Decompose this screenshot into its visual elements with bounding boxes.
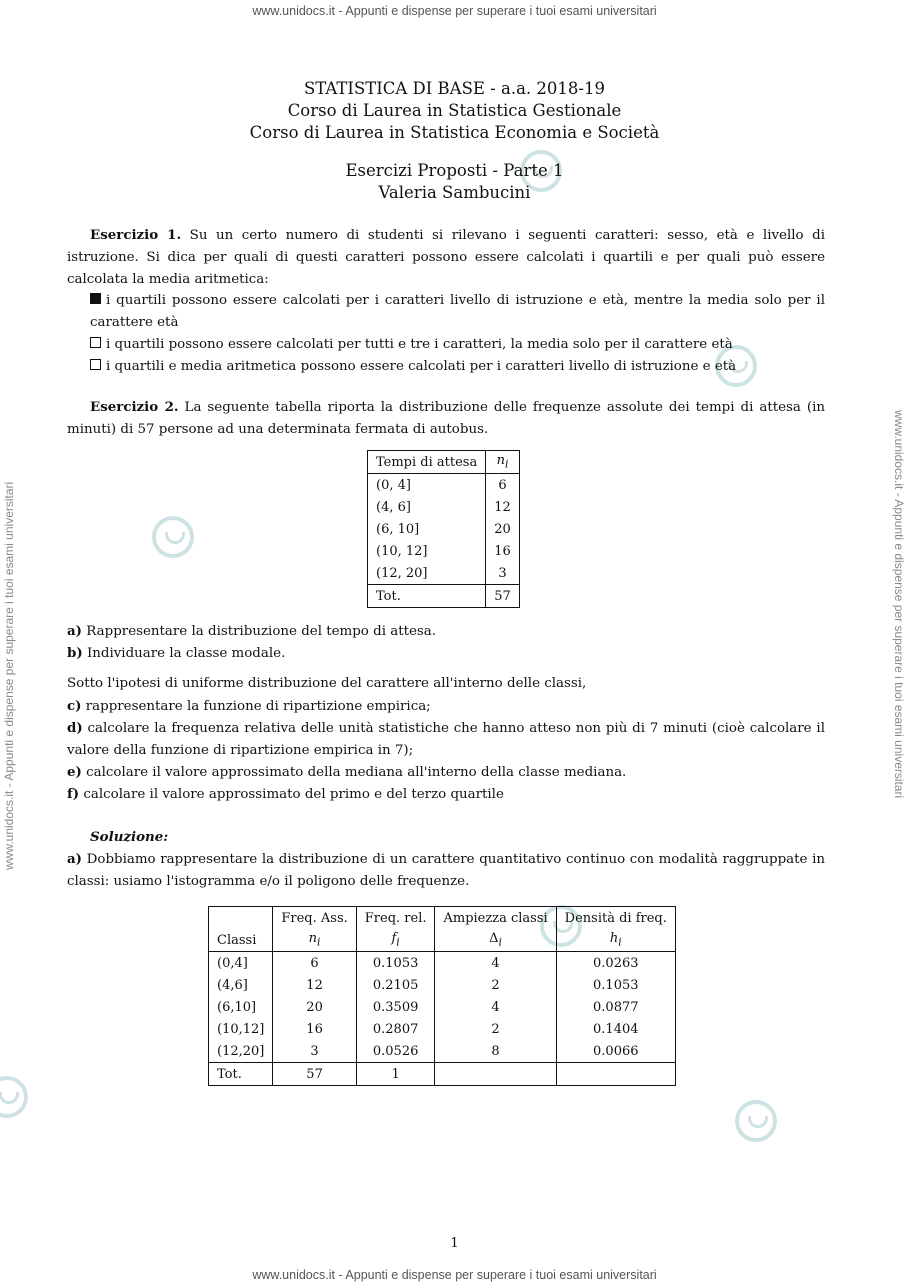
table-header: Tempi di attesa — [368, 451, 486, 474]
exercise-1-label: Esercizio 1. — [90, 227, 182, 243]
degree-line-1: Corso di Laurea in Statistica Gestionale — [287, 101, 622, 120]
table-header: Ampiezza classi — [435, 907, 556, 930]
exercise-1-text: Esercizio 1. Su un certo numero di studenti si rilevano i seguenti caratteri: sesso, età e livello di istruzione. Si dica per quali di questi caratteri possono essere calcolati i quartili e per quali può essere calcolata la media aritmetica: — [67, 227, 825, 287]
table-total-row: Tot. 57 1 — [209, 1063, 676, 1086]
table-header: Densità di freq. — [556, 907, 675, 930]
unidocs-logo-icon — [0, 1076, 28, 1118]
unidocs-logo-icon — [735, 1100, 777, 1142]
table-header: $n_i$ — [486, 451, 520, 474]
watermark-bottom: www.unidocs.it - Appunti e dispense per superare i tuoi esami universitari — [252, 1268, 657, 1282]
unidocs-logo-icon — [152, 516, 194, 558]
waiting-times-table — [367, 450, 520, 608]
section-title: Esercizi Proposti - Parte 1 — [345, 161, 564, 180]
table-header: Freq. Ass. — [273, 907, 356, 930]
table-header — [209, 907, 273, 930]
table-header: $n_i$ — [273, 929, 356, 952]
exercise-1-option-1: i quartili possono essere calcolati per i caratteri livello di istruzione e età, mentre la media solo per il carattere età — [90, 293, 825, 330]
course-title: STATISTICA DI BASE - a.a. 2018-19 — [304, 79, 605, 98]
solution-a-text: a) Dobbiamo rappresentare la distribuzione di un carattere quantitativo continuo con modalità raggruppate in classi: usiamo l'istogramma e/o il poligono delle frequenze. — [67, 851, 825, 889]
question-b: b) Individuare la classe modale. — [67, 645, 286, 661]
page-number: 1 — [450, 1236, 459, 1251]
author-name: Valeria Sambucini — [378, 183, 531, 202]
question-f: f) calcolare il valore approssimato del primo e del terzo quartile — [67, 786, 504, 802]
table-row: (10,12] 16 0.2807 2 0.1404 — [209, 1018, 676, 1040]
exercise-2-label: Esercizio 2. — [90, 399, 179, 415]
table-header: Freq. rel. — [356, 907, 435, 930]
watermark-left: www.unidocs.it - Appunti e dispense per superare i tuoi esami universitari — [2, 481, 16, 870]
frequency-table — [208, 906, 676, 1086]
table-row: (4,6] 12 0.2105 2 0.1053 — [209, 974, 676, 996]
empty-checkbox-icon — [90, 337, 101, 348]
degree-line-2: Corso di Laurea in Statistica Economia e Società — [249, 123, 660, 142]
table-row: (6,10] 20 0.3509 4 0.0877 — [209, 996, 676, 1018]
table-header: $f_i$ — [356, 929, 435, 952]
table-header: $h_i$ — [556, 929, 675, 952]
question-d: d) calcolare la frequenza relativa delle unità statistiche che hanno atteso non più di 7 minuti (cioè calcolare il valore della funzione di ripartizione empirica in 7); — [67, 720, 825, 758]
table-total-row: Tot. 57 — [368, 585, 520, 608]
solution-title: Soluzione: — [90, 829, 169, 845]
table-row: (4, 6] 12 — [368, 496, 520, 518]
table-row: (6, 10] 20 — [368, 518, 520, 540]
exercise-1-option-2: i quartili possono essere calcolati per tutti e tre i caratteri, la media solo per il carattere età — [90, 334, 825, 356]
table-row: (12,20] 3 0.0526 8 0.0066 — [209, 1040, 676, 1063]
checked-checkbox-icon — [90, 293, 101, 304]
question-c: c) rappresentare la funzione di ripartizione empirica; — [67, 698, 431, 714]
table-row: (10, 12] 16 — [368, 540, 520, 562]
document-header — [0, 78, 909, 144]
assumption-text: Sotto l'ipotesi di uniforme distribuzione del carattere all'interno delle classi, — [67, 676, 587, 691]
table-header: $\Delta_i$ — [435, 929, 556, 952]
question-e: e) calcolare il valore approssimato della mediana all'interno della classe mediana. — [67, 764, 627, 780]
table-row: (12, 20] 3 — [368, 562, 520, 585]
exercise-2-text: Esercizio 2. La seguente tabella riporta la distribuzione delle frequenze assolute dei tempi di attesa (in minuti) di 57 persone ad una determinata fermata di autobus. — [67, 399, 825, 437]
table-row: (0,4] 6 0.1053 4 0.0263 — [209, 952, 676, 975]
table-header: Classi — [209, 929, 273, 952]
exercise-1-option-3: i quartili e media aritmetica possono essere calcolati per i caratteri livello di istruzione e età — [90, 356, 825, 378]
question-a: a) Rappresentare la distribuzione del tempo di attesa. — [67, 623, 437, 639]
watermark-top: www.unidocs.it - Appunti e dispense per superare i tuoi esami universitari — [252, 4, 657, 18]
empty-checkbox-icon — [90, 359, 101, 370]
watermark-right: www.unidocs.it - Appunti e dispense per superare i tuoi esami universitari — [892, 410, 906, 799]
table-row: (0, 4] 6 — [368, 474, 520, 497]
document-subheader — [0, 160, 909, 204]
